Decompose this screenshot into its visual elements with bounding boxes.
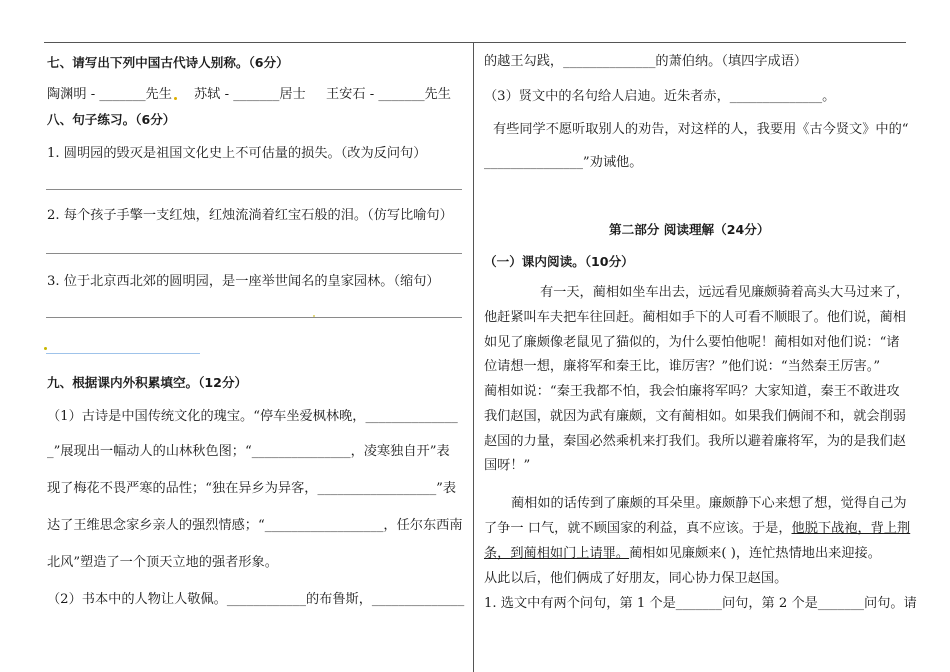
underlined-phrase: 条，到蔺相如门上请罪。: [484, 546, 630, 561]
passage-line: 如见了廉颇像老鼠见了猫似的，为什么要怕他呢！蔺相如对他们说：“诸: [484, 335, 900, 350]
passage-line: 蔺相如的话传到了廉颇的耳朵里。廉颇静下心来想了想，觉得自己为: [511, 496, 907, 511]
passage-text: 了争一 口气，就不顾国家的利益，真不应该。于是，: [484, 521, 792, 536]
fill-line: 达了王维思念家乡亲人的强烈情感；“__________________，任尔东西南: [47, 518, 463, 533]
answer-line-3: [46, 317, 462, 318]
sentence-question-3: 3. 位于北京西北郊的圆明园，是一座举世闻名的皇家园林。（缩句）: [47, 274, 440, 289]
passage-line: [484, 521, 910, 537]
passage-line: 蔺相如说：“秦王我都不怕，我会怕廉将军吗？大家知道，秦王不敢进攻: [484, 384, 900, 399]
passage-line: 我们赵国，就因为武有廉颇，文有蔺相如。如果我们俩闹不和，就会削弱: [484, 409, 906, 424]
sentence-question-1: 1. 圆明园的毁灭是祖国文化史上不可估量的损失。（改为反问句）: [47, 146, 427, 161]
passage-text: 蔺相如见廉颇来( )，连忙热情地出来迎接。: [629, 546, 881, 561]
fill-line: 北风”塑造了一个顶天立地的强者形象。: [47, 555, 278, 570]
passage-line: 位请想一想，廉将军和秦王比，谁厉害？”他们说：“当然秦王厉害。”: [484, 359, 881, 374]
underlined-phrase: 他脱下战袍，背上荆: [791, 521, 911, 536]
stray-mark: [313, 315, 315, 317]
stray-mark: [44, 347, 47, 350]
reading-question-1: 1. 选文中有两个问句，第 1 个是_______问句，第 2 个是_______问句。请: [484, 596, 917, 611]
answer-line-2: [46, 253, 462, 254]
fill-line: 现了梅花不畏严寒的品性；“独在异乡为异客，__________________”表: [47, 481, 457, 496]
passage-line: 国呀！”: [484, 458, 531, 473]
column-divider: [473, 43, 474, 672]
stray-mark: [174, 97, 177, 100]
answer-line-4: [46, 353, 200, 354]
alias-item-su-shi: 苏轼 - _______居士: [194, 87, 306, 102]
fill-line: 有些同学不愿听取别人的劝告，对这样的人，我要用《古今贤文》中的“: [493, 122, 909, 137]
top-rule: [44, 42, 906, 43]
passage-line: 赵国的力量，秦国必然乘机来打我们。我所以避着廉将军，为的是我们赵: [484, 434, 906, 449]
section-7-title: 七、请写出下列中国古代诗人别称。（6分）: [47, 55, 289, 70]
section-8-title: 八、句子练习。（6分）: [47, 112, 176, 127]
fill-line: _”展现出一幅动人的山林秋色图；“_______________，凌寒独自开”表: [47, 444, 450, 459]
answer-line-1: [46, 189, 462, 190]
fill-line: _______________”劝诫他。: [484, 155, 643, 170]
sentence-question-2: 2. 每个孩子手擎一支红烛，红烛流淌着红宝石般的泪。（仿写比喻句）: [47, 208, 453, 223]
part-2-title: 第二部分 阅读理解（24分）: [609, 222, 770, 237]
section-9-title: 九、根据课内外积累填空。（12分）: [47, 375, 248, 390]
passage-line: 从此以后，他们俩成了好朋友，同心协力保卫赵国。: [484, 571, 788, 586]
fill-line: （3）贤文中的名句给人启迪。近朱者赤，______________。: [484, 89, 836, 104]
passage-line: [484, 546, 881, 562]
passage-line: 他赶紧叫车夫把车往回赶。蔺相如手下的人可看不顺眼了。他们说，蔺相: [484, 310, 906, 325]
alias-item-tao-yuanming: 陶渊明 - _______先生: [47, 87, 172, 102]
alias-item-wang-anshi: 王安石 - _______先生: [326, 87, 451, 102]
fill-line: （1）古诗是中国传统文化的瑰宝。“停车坐爱枫林晚，______________: [47, 409, 458, 424]
fill-line: （2）书本中的人物让人敬佩。____________的布鲁斯，______________: [47, 592, 465, 607]
passage-line: 有一天，蔺相如坐车出去，远远看见廉颇骑着高头大马过来了，: [540, 285, 910, 300]
subsection-1-title: （一）课内阅读。（10分）: [484, 254, 634, 269]
fill-line: 的越王勾践，______________的萧伯纳。（填四字成语）: [484, 54, 808, 69]
